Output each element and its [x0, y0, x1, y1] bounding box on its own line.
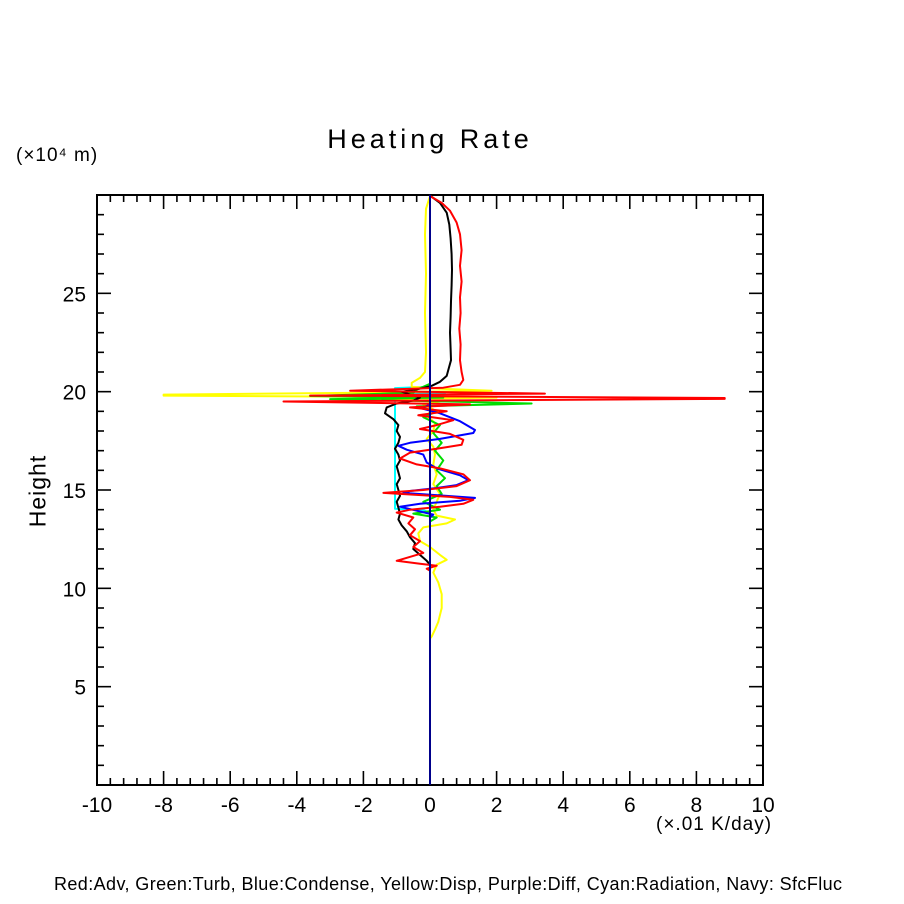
- x-tick-label: -8: [154, 794, 173, 817]
- x-tick-label: 10: [751, 794, 775, 817]
- y-tick-label: 10: [62, 578, 86, 602]
- x-tick-label: 8: [690, 794, 703, 817]
- y-tick-label: 5: [74, 676, 86, 700]
- x-tick-label: -6: [220, 794, 240, 817]
- x-tick-label: -10: [81, 794, 113, 817]
- y-tick-label: 25: [62, 283, 86, 307]
- x-tick-label: -4: [287, 794, 307, 817]
- series-line-disp: [164, 196, 497, 639]
- x-tick-label: -2: [354, 794, 373, 817]
- x-axis-unit-label: (×.01 K/day): [656, 814, 773, 835]
- y-tick-label: 20: [62, 381, 86, 405]
- legend-caption: Red:Adv, Green:Turb, Blue:Condense, Yellow:Disp, Purple:Diff, Cyan:Radiation, Navy: SfcFluc: [54, 874, 843, 894]
- x-tick-label: 2: [490, 794, 503, 817]
- chart-title: Heating Rate: [327, 124, 533, 154]
- y-tick-label: 15: [62, 480, 86, 503]
- y-axis-title: Height: [24, 454, 51, 528]
- x-tick-label: 0: [424, 794, 436, 817]
- series-line-adv: [284, 196, 725, 779]
- x-tick-label: 4: [557, 794, 570, 817]
- series-line-turb: [310, 197, 531, 779]
- x-tick-label: 6: [623, 794, 636, 817]
- y-axis-unit-label: (×10⁴ m): [16, 145, 99, 166]
